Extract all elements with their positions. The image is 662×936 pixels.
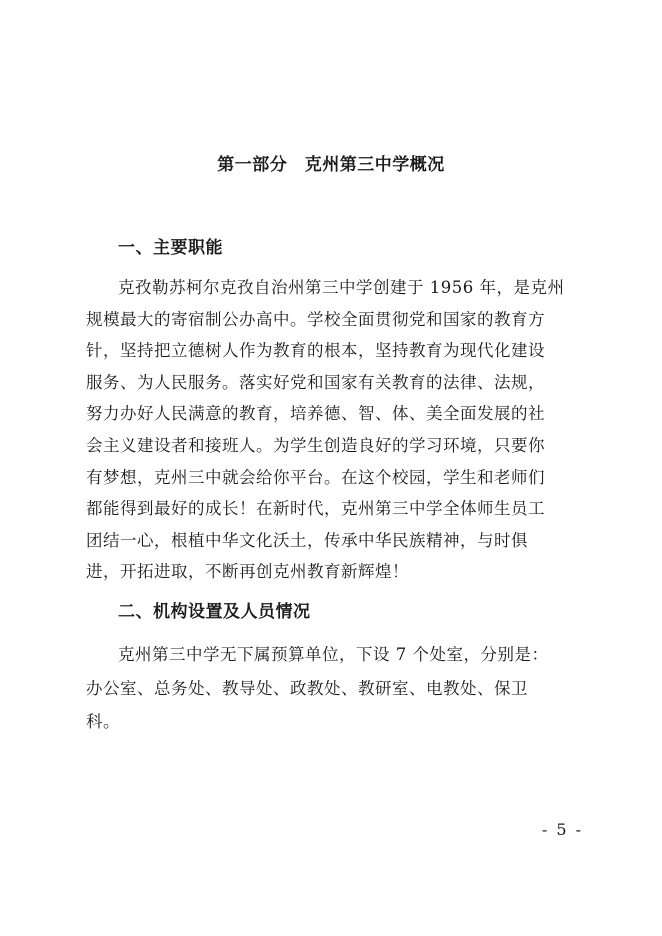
paragraph-line: 克州第三中学无下属预算单位，下设 7 个处室，分别是： [118,645,549,664]
paragraph-line: 服务、为人民服务。落实好党和国家有关教育的法律、法规， [86,372,545,392]
paragraph-line: 进，开拓进取，不断再创克州教育新辉煌！ [86,562,409,582]
paragraph-line: 都能得到最好的成长！在新时代，克州第三中学全体师生员工 [86,499,545,519]
part-title: 第一部分 克州第三中学概况 [217,155,445,175]
paragraph-line: 科。 [86,712,120,731]
paragraph-line: 有梦想，克州三中就会给你平台。在这个校园，学生和老师们 [86,467,545,487]
paragraph-line: 办公室、总务处、教导处、政教处、教研室、电教处、保卫 [86,679,528,698]
paragraph-line: 努力办好人民满意的教育，培养德、智、体、美全面发展的社 [86,404,545,424]
page-number: - 5 - [541,820,583,839]
section-heading-organization: 二、机构设置及人员情况 [118,602,311,622]
paragraph-line: 克孜勒苏柯尔克孜自治州第三中学创建于 1956 年，是克州 [118,278,565,297]
section-heading-main-functions: 一、主要职能 [118,238,223,258]
paragraph-line: 团结一心，根植中华文化沃土，传承中华民族精神，与时俱 [86,530,528,550]
paragraph-line: 针，坚持把立德树人作为教育的根本，坚持教育为现代化建设 [86,341,545,361]
paragraph-line: 规模最大的寄宿制公办高中。学校全面贯彻党和国家的教育方 [86,309,545,329]
paragraph-line: 会主义建设者和接班人。为学生创造良好的学习环境，只要你 [86,436,545,455]
